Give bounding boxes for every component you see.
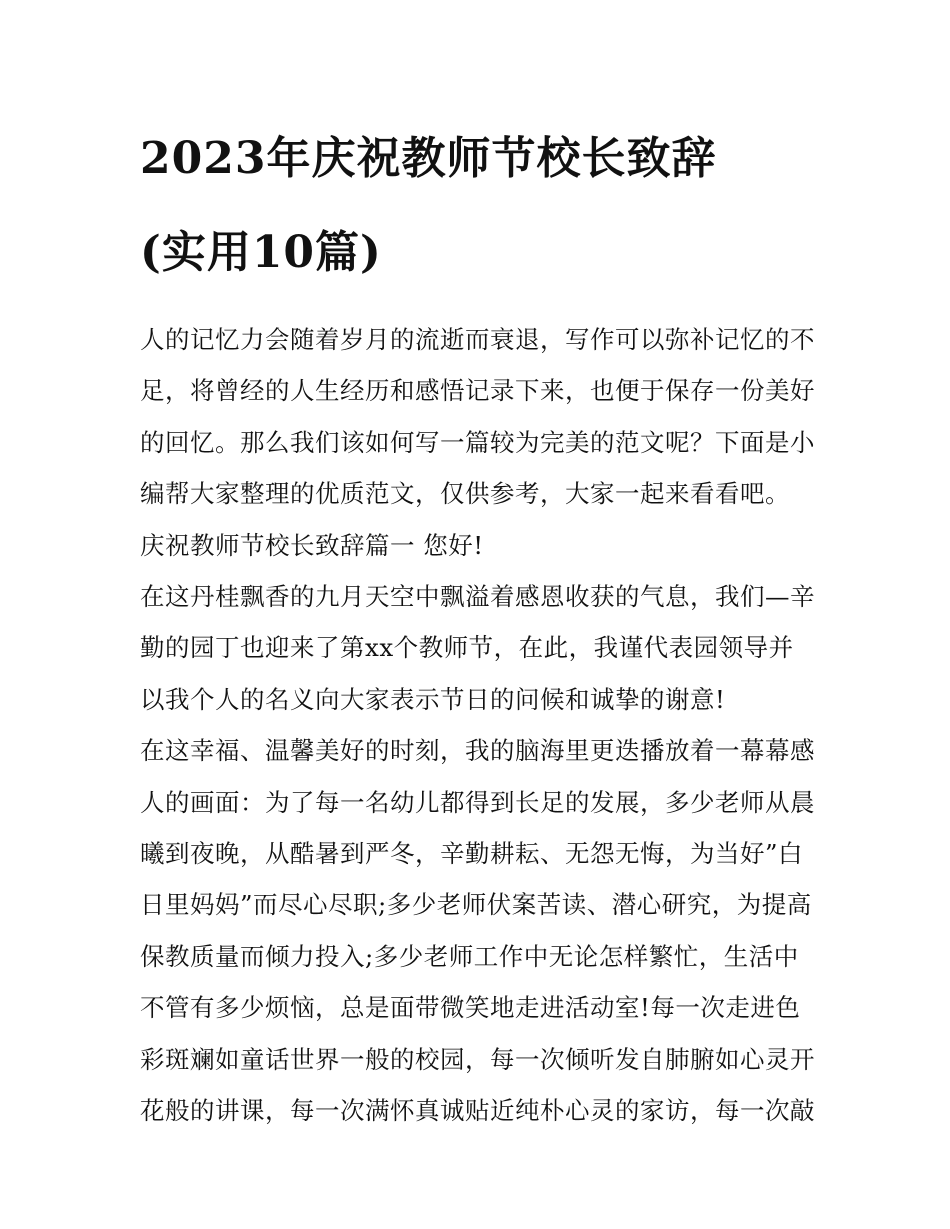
title-line-1: 2023年庆祝教师节校长致辞 xyxy=(140,133,717,184)
body-line: 不管有多少烦恼，总是面带微笑地走进活动室!每一次走进色 xyxy=(140,993,801,1023)
body-line: 保教质量而倾力投入;多少老师工作中无论怎样繁忙，生活中 xyxy=(140,941,799,971)
body-line: 彩斑斓如童话世界一般的校园，每一次倾听发自肺腑如心灵开 xyxy=(140,1044,815,1074)
title-line-2: (实用10篇) xyxy=(140,227,382,278)
section-heading: 庆祝教师节校长致辞篇一 您好! xyxy=(140,530,484,560)
body-line: 花般的讲课，每一次满怀真诚贴近纯朴心灵的家访，每一次敲 xyxy=(140,1096,815,1126)
body-line: 的回忆。那么我们该如何写一篇较为完美的范文呢？下面是小 xyxy=(140,427,815,457)
body-line: 在这幸福、温馨美好的时刻，我的脑海里更迭播放着一幕幕感 xyxy=(140,736,815,766)
body-line: 人的画面：为了每一名幼儿都得到长足的发展，多少老师从晨 xyxy=(140,787,815,817)
body-line: 在这丹桂飘香的九月天空中飘溢着感恩收获的气息，我们—辛 xyxy=(140,582,815,612)
body-line: 足，将曾经的人生经历和感悟记录下来，也便于保存一份美好 xyxy=(140,376,815,406)
document-body xyxy=(140,314,815,1137)
document-page xyxy=(140,112,815,1137)
body-line: 人的记忆力会随着岁月的流逝而衰退，写作可以弥补记忆的不 xyxy=(140,325,815,354)
body-line: 编帮大家整理的优质范文，仅供参考，大家一起来看看吧。 xyxy=(140,479,790,509)
document-title xyxy=(140,112,812,300)
body-line: 日里妈妈”而尽心尽职;多少老师伏案苦读、潜心研究，为提高 xyxy=(140,890,812,920)
body-line: 以我个人的名义向大家表示节日的问候和诚挚的谢意! xyxy=(140,684,726,714)
body-line: 曦到夜晚，从酷暑到严冬，辛勤耕耘、无怨无悔，为当好”白 xyxy=(140,839,804,869)
body-line: 勤的园丁也迎来了第xx个教师节，在此，我谨代表园领导并 xyxy=(140,633,794,663)
